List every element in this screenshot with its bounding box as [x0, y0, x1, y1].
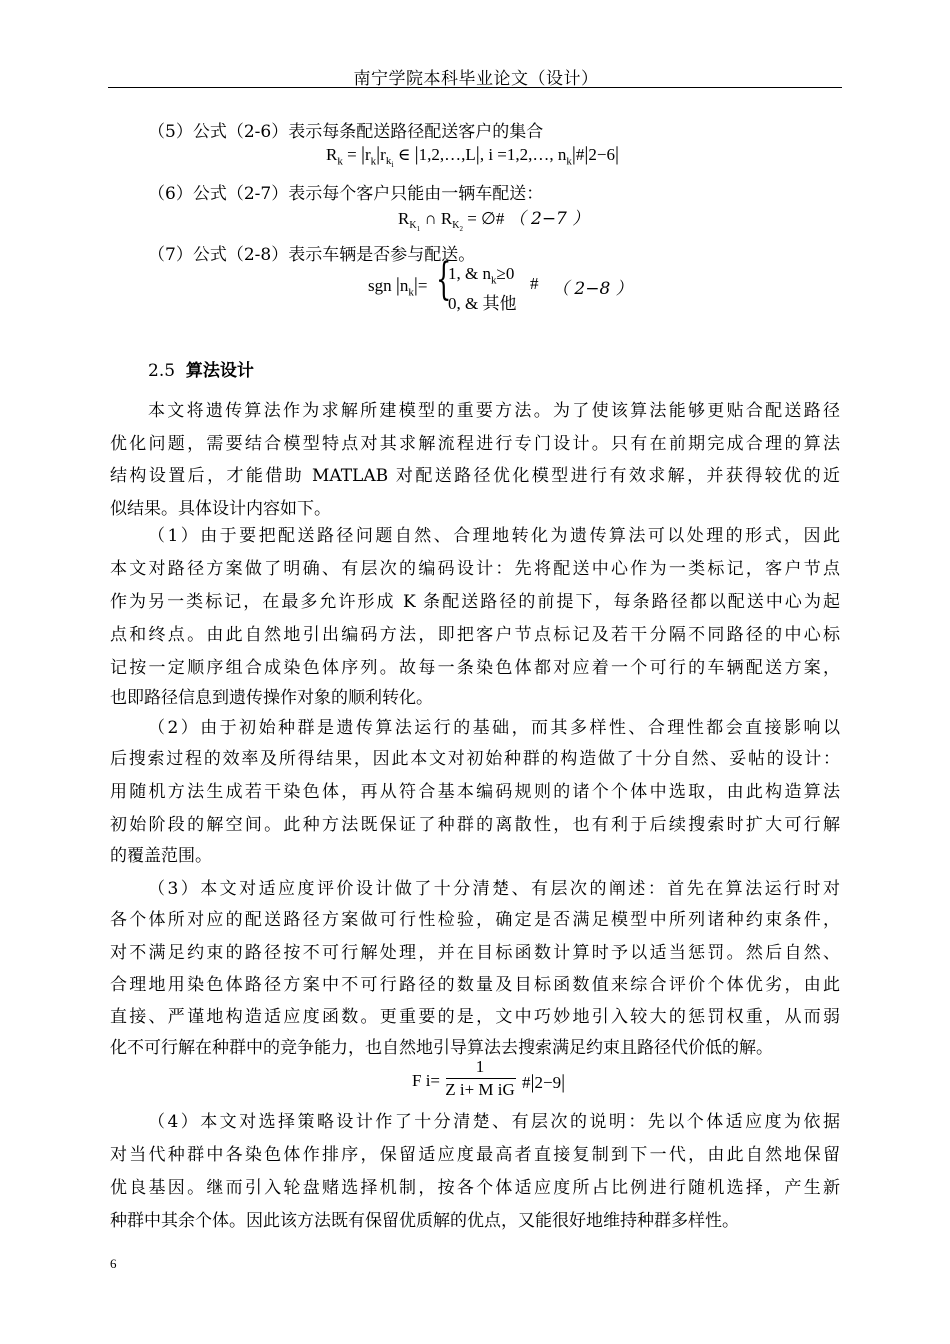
- paragraph-line: 直接、严谨地构造适应度函数。更重要的是，文中巧妙地引入较大的惩罚权重，从而弱: [110, 1007, 840, 1027]
- f28-case1-cond: ≥0: [496, 264, 515, 283]
- formula-2-6: $R_k = |r_k|r_{k_i}$ ∈ |1,2,…,L|, i =1,2,…, $n_k|\#|2-6|$: [326, 143, 620, 170]
- f28-arg: n: [399, 276, 409, 295]
- f29-number: 2−9: [534, 1073, 562, 1092]
- f26-index: , i =1,2,…, n: [479, 145, 567, 164]
- paragraph-line: 本文将遗传算法作为求解所建模型的重要方法。为了使该算法能够更贴合配送路径: [148, 401, 840, 421]
- f26-set: 1,2,…,L: [418, 145, 476, 164]
- paragraph-line: （3）本文对适应度评价设计做了十分清楚、有层次的阐述：首先在算法运行时对: [148, 879, 840, 899]
- f29-tag: #|2−9|: [522, 1071, 566, 1093]
- f26-eq: =: [347, 145, 357, 164]
- f26-r: r: [364, 145, 371, 164]
- page-number: 6: [110, 1256, 117, 1271]
- item-5-text: （5）公式（2-6）表示每条配送路径配送客户的集合: [148, 122, 544, 142]
- f26-r2: r: [380, 145, 386, 164]
- f27-sub1: K: [409, 220, 417, 232]
- paragraph-line: 合理地用染色体路径方案中不可行路径的数量及目标函数值来综合评价个体优劣，由此: [110, 975, 840, 995]
- formula-2-7: [398, 204, 589, 233]
- f27-number: （ 2−7 ）: [508, 209, 590, 229]
- f26-in: ∈: [397, 145, 411, 164]
- paragraph-line: 对当代种群中各染色体作排序，保留适应度最高者直接复制到下一代，由此自然地保留: [110, 1145, 840, 1165]
- f28-fn: sgn: [368, 276, 392, 295]
- f29-fraction-bar: [446, 1078, 516, 1079]
- section-heading: [148, 356, 254, 381]
- f28-number: （ 2−8 ）: [552, 279, 633, 299]
- f27-cap: ∩: [424, 209, 437, 228]
- f29-hash: #: [522, 1073, 531, 1092]
- f27-sub2: K: [452, 220, 460, 232]
- section-title: 算法设计: [185, 361, 254, 381]
- f27-r2: R: [440, 209, 453, 228]
- item-7-text: （7）公式（2-8）表示车辆是否参与配送。: [148, 245, 476, 265]
- paragraph-line: 初始阶段的解空间。此种方法既保证了种群的离散性，也有利于后续搜索时扩大可行解: [110, 815, 840, 835]
- f27-r1: R: [398, 209, 410, 228]
- f27-subsub2: 2: [459, 225, 463, 234]
- paragraph-line: 优化问题，需要结合模型特点对其求解流程进行专门设计。只有在前期完成合理的算法: [110, 434, 840, 454]
- f26-r-sub: k: [370, 155, 377, 168]
- header-divider: [108, 87, 842, 88]
- paragraph-line: 点和终点。由此自然地引出编码方法，即把客户节点标记及若干分隔不同路径的中心标: [110, 625, 840, 645]
- f26-number: 2−6: [588, 145, 615, 164]
- paragraph-line: 记按一定顺序组合成染色体序列。故每一条染色体都对应着一个可行的车辆配送方案，: [110, 658, 840, 678]
- paragraph-line: 种群中其余个体。因此该方法既有保留优质解的优点，又能很好地维持种群多样性。: [110, 1211, 739, 1231]
- paragraph-line: 结构设置后，才能借助 MATLAB 对配送路径优化模型进行有效求解，并获得较优的近: [110, 466, 840, 486]
- formula-2-8: sgn $|n_k|=$: [368, 274, 428, 299]
- f28-case1-text: 1, & n: [448, 264, 491, 283]
- f28-case-1: [448, 264, 514, 286]
- f28-tag: #: [530, 274, 539, 293]
- page-header: 南宁学院本科毕业论文（设计）: [353, 69, 599, 89]
- paragraph-line: （1）由于要把配送路径问题自然、合理地转化为遗传算法可以处理的形式，因此: [148, 526, 840, 546]
- f27-rhs: = ∅#: [467, 209, 505, 228]
- f28-brace: {: [436, 254, 452, 305]
- paragraph-line: 本文对路径方案做了明确、有层次的编码设计：先将配送中心作为一类标记，客户节点: [110, 559, 840, 579]
- f29-numerator: 1: [475, 1057, 485, 1076]
- f28-argsub: k: [408, 286, 414, 299]
- f26-sub-k: k: [337, 155, 343, 168]
- paragraph-line: （4）本文对选择策略设计作了十分清楚、有层次的说明：先以个体适应度为依据: [148, 1112, 840, 1132]
- paragraph-line: 似结果。具体设计内容如下。: [110, 499, 331, 519]
- f28-case1-sub: k: [490, 274, 497, 287]
- paragraph-line: 优良基因。继而引入轮盘赌选择机制，按各个体适应度所占比例进行随机选择，产生新: [110, 1178, 840, 1198]
- f26-tag: #: [575, 145, 585, 164]
- paragraph-line: 作为另一类标记，在最多允许形成 K 条配送路径的前提下，每条路径都以配送中心为起: [110, 592, 840, 612]
- section-number: 2.5: [148, 361, 176, 381]
- item-6-text: （6）公式（2-7）表示每个客户只能由一辆车配送：: [148, 184, 544, 204]
- paragraph-line: 用随机方法生成若干染色体，再从符合基本编码规则的诸个个体中选取，由此构造算法: [110, 782, 840, 802]
- paragraph-line: （2）由于初始种群是遗传算法运行的基础，而其多样性、合理性都会直接影响以: [148, 718, 840, 738]
- paragraph-line: 后搜索过程的效率及所得结果，因此本文对初始种群的构造做了十分自然、妥帖的设计：: [110, 749, 840, 769]
- paragraph-line: 各个体所对应的配送路径方案做可行性检验，确定是否满足模型中所列诸种约束条件，: [110, 910, 840, 930]
- f29-denominator: Z i+ M iG: [445, 1080, 515, 1099]
- paragraph-line: 的覆盖范围。: [110, 846, 212, 866]
- f29-lhs: F i=: [412, 1071, 441, 1090]
- paragraph-line: 化不可行解在种群中的竞争能力，也自然地引导算法去搜索满足约束且路径代价低的解。: [110, 1038, 773, 1058]
- paragraph-line: 也即路径信息到遗传操作对象的顺利转化。: [110, 688, 433, 708]
- f27-subsub1: 1: [416, 225, 421, 234]
- paragraph-line: 对不满足约束的路径按不可行解处理，并在目标函数计算时予以适当惩罚。然后自然、: [110, 943, 840, 963]
- f26-lhs: R: [326, 145, 338, 164]
- f28-case-2: 0, & 其他: [448, 294, 517, 313]
